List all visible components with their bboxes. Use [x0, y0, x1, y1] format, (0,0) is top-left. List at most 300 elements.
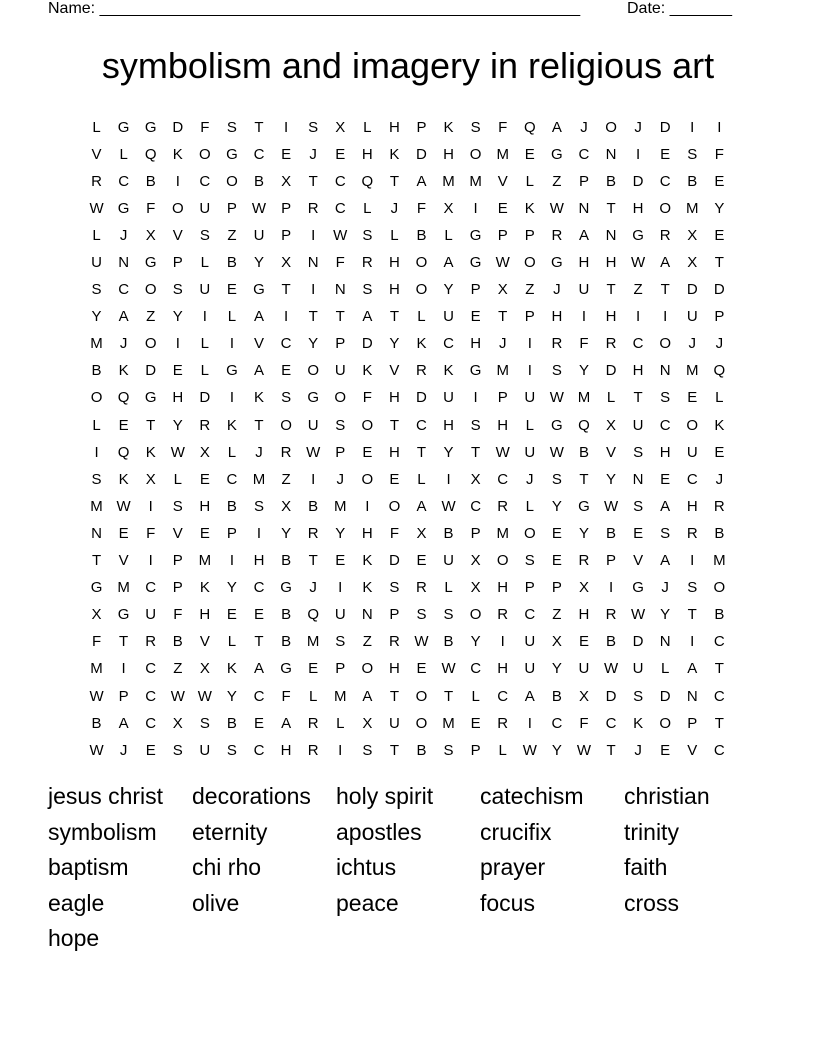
grid-letter: K: [362, 362, 373, 380]
grid-letter: D: [659, 687, 671, 705]
grid-letter: E: [226, 281, 237, 299]
grid-letter: Z: [146, 308, 156, 326]
grid-letter: E: [687, 389, 698, 407]
grid-letter: H: [388, 389, 400, 407]
grid-row: [83, 656, 733, 683]
grid-letter: R: [307, 524, 319, 542]
grid-letter: X: [470, 470, 481, 488]
grid-letter: U: [524, 389, 536, 407]
grid-letter: I: [311, 226, 316, 244]
grid-letter: F: [146, 524, 156, 542]
grid-letter: H: [388, 660, 400, 678]
grid-letter: E: [308, 660, 319, 678]
grid-letter: M: [333, 687, 347, 705]
grid-letter: T: [389, 172, 399, 190]
grid-letter: O: [713, 579, 726, 597]
grid-letter: S: [660, 389, 671, 407]
grid-letter: L: [525, 172, 534, 190]
grid-letter: U: [578, 660, 590, 678]
grid-letter: V: [633, 552, 644, 570]
grid-letter: R: [388, 633, 400, 651]
grid-letter: V: [687, 741, 698, 759]
grid-letter: I: [121, 660, 126, 678]
grid-letter: J: [634, 118, 642, 136]
grid-letter: O: [415, 687, 428, 705]
grid-letter: I: [311, 281, 316, 299]
grid-letter: A: [281, 714, 292, 732]
grid-letter: C: [551, 714, 563, 732]
grid-letter: L: [606, 389, 616, 407]
grid-letter: H: [497, 579, 509, 597]
grid-letter: T: [119, 633, 129, 651]
grid-letter: B: [254, 172, 265, 190]
grid-letter: W: [170, 687, 185, 705]
grid-letter: R: [280, 443, 292, 461]
grid-letter: U: [334, 362, 346, 380]
grid-letter: O: [415, 714, 428, 732]
grid-letter: D: [605, 687, 617, 705]
grid-letter: V: [172, 226, 183, 244]
grid-letter: O: [415, 281, 428, 299]
grid-letter: C: [253, 579, 265, 597]
grid-letter: Q: [144, 145, 157, 163]
grid-letter: L: [525, 416, 534, 434]
grid-letter: J: [526, 470, 534, 488]
grid-letter: W: [549, 389, 564, 407]
grid-letter: T: [606, 281, 616, 299]
grid-letter: V: [254, 335, 265, 353]
grid-letter: L: [227, 443, 237, 461]
grid-letter: H: [199, 497, 211, 515]
grid-letter: W: [576, 741, 592, 759]
grid-letter: X: [687, 226, 698, 244]
grid-letter: F: [579, 335, 589, 353]
grid-letter: O: [523, 254, 536, 272]
grid-letter: A: [551, 118, 562, 136]
grid-row: [83, 575, 733, 602]
grid-letter: U: [686, 308, 698, 326]
grid-letter: R: [605, 606, 617, 624]
grid-letter: R: [659, 226, 671, 244]
grid-letter: I: [148, 497, 153, 515]
grid-letter: C: [253, 145, 265, 163]
grid-letter: S: [470, 416, 481, 434]
grid-letter: N: [578, 199, 590, 217]
grid-letter: H: [253, 552, 265, 570]
grid-letter: P: [606, 552, 617, 570]
grid-letter: G: [469, 362, 482, 380]
grid-letter: U: [443, 389, 454, 407]
grid-letter: M: [252, 470, 266, 488]
grid-letter: C: [605, 714, 617, 732]
grid-letter: E: [524, 145, 535, 163]
grid-letter: R: [307, 714, 319, 732]
grid-letter: P: [172, 254, 183, 272]
grid-letter: E: [470, 308, 481, 326]
grid-letter: W: [441, 497, 456, 515]
grid-letter: K: [524, 199, 535, 217]
grid-row: [83, 277, 733, 304]
grid-letter: Z: [633, 281, 643, 299]
grid-letter: S: [91, 281, 102, 299]
grid-letter: R: [307, 741, 319, 759]
grid-letter: Y: [470, 633, 481, 651]
grid-letter: W: [631, 254, 646, 272]
grid-letter: J: [255, 443, 263, 461]
grid-letter: C: [524, 606, 536, 624]
grid-letter: O: [605, 118, 617, 136]
grid-letter: P: [389, 606, 400, 624]
grid-letter: P: [497, 226, 508, 244]
grid-letter: P: [226, 524, 237, 542]
grid-letter: U: [524, 660, 536, 678]
grid-letter: D: [416, 389, 427, 407]
grid-letter: E: [172, 362, 183, 380]
grid-letter: P: [497, 389, 508, 407]
grid-letter: L: [363, 118, 372, 136]
grid-letter: X: [416, 524, 427, 542]
grid-letter: W: [89, 687, 104, 705]
grid-letter: D: [361, 335, 373, 353]
grid-letter: S: [524, 552, 535, 570]
grid-letter: C: [226, 470, 238, 488]
word-bank-item: baptism: [48, 854, 129, 880]
grid-letter: E: [660, 741, 671, 759]
grid-letter: L: [308, 687, 318, 705]
grid-letter: R: [551, 335, 563, 353]
grid-letter: E: [226, 606, 237, 624]
grid-letter: X: [551, 633, 562, 651]
grid-letter: C: [497, 687, 509, 705]
word-bank: [48, 781, 768, 959]
grid-letter: X: [281, 172, 292, 190]
word-bank-item: prayer: [480, 854, 546, 880]
word-bank-item: trinity: [624, 818, 679, 845]
word-bank-item: hope: [48, 925, 100, 951]
grid-letter: X: [578, 579, 589, 597]
grid-letter: C: [253, 741, 265, 759]
grid-letter: L: [417, 308, 426, 326]
grid-letter: H: [199, 606, 211, 624]
grid-letter: F: [146, 199, 156, 217]
grid-letter: Y: [443, 443, 454, 461]
grid-letter: L: [200, 254, 210, 272]
grid-letter: E: [281, 145, 292, 163]
grid-letter: O: [686, 416, 699, 434]
grid-letter: Q: [578, 416, 590, 434]
grid-letter: B: [226, 254, 237, 272]
grid-letter: I: [94, 443, 99, 461]
grid-letter: H: [551, 308, 563, 326]
grid-letter: O: [659, 199, 672, 217]
grid-row: [83, 548, 733, 575]
grid-letter: C: [497, 470, 509, 488]
grid-row: [83, 222, 733, 249]
grid-letter: T: [687, 606, 697, 624]
grid-letter: J: [390, 199, 399, 217]
grid-letter: S: [551, 362, 562, 380]
grid-letter: U: [91, 254, 102, 272]
grid-letter: L: [173, 470, 182, 488]
grid-letter: B: [281, 633, 292, 651]
grid-row: [83, 520, 733, 547]
grid-letter: E: [551, 552, 562, 570]
grid-letter: Q: [713, 362, 726, 380]
grid-letter: N: [659, 633, 671, 651]
grid-letter: K: [145, 443, 156, 461]
grid-letter: I: [663, 308, 668, 326]
grid-letter: C: [713, 687, 725, 705]
grid-letter: I: [446, 470, 451, 488]
grid-letter: L: [471, 687, 480, 705]
grid-letter: M: [442, 172, 455, 190]
grid-letter: I: [311, 470, 316, 488]
grid-letter: J: [661, 579, 669, 597]
grid-letter: D: [416, 145, 427, 163]
grid-letter: B: [91, 714, 102, 732]
grid-letter: C: [470, 660, 482, 678]
grid-letter: S: [660, 524, 671, 542]
grid-letter: D: [172, 118, 184, 136]
grid-letter: W: [306, 443, 321, 461]
grid-letter: J: [688, 335, 696, 353]
grid-letter: A: [118, 308, 129, 326]
grid-letter: Y: [660, 606, 671, 624]
grid-letter: W: [116, 497, 131, 515]
grid-letter: E: [335, 145, 346, 163]
grid-letter: I: [608, 579, 614, 597]
grid-letter: I: [284, 118, 289, 136]
grid-row: [83, 114, 733, 141]
grid-letter: U: [145, 606, 157, 624]
grid-letter: V: [91, 145, 102, 163]
grid-letter: L: [363, 199, 372, 217]
grid-letter: Y: [443, 281, 454, 299]
grid-letter: G: [469, 254, 482, 272]
grid-letter: S: [362, 226, 373, 244]
grid-letter: T: [254, 633, 264, 651]
grid-letter: G: [551, 145, 563, 163]
grid-letter: M: [442, 714, 455, 732]
grid-letter: F: [579, 714, 589, 732]
grid-letter: K: [118, 470, 129, 488]
grid-letter: G: [90, 579, 103, 597]
grid-letter: C: [253, 687, 265, 705]
grid-letter: T: [714, 714, 724, 732]
grid-letter: S: [226, 741, 237, 759]
grid-letter: D: [632, 633, 644, 651]
grid-letter: L: [227, 633, 237, 651]
grid-row: [83, 331, 733, 358]
grid-row: [83, 385, 733, 412]
grid-letter: M: [198, 552, 212, 570]
grid-letter: S: [226, 118, 237, 136]
grid-row: [83, 141, 733, 168]
grid-letter: H: [686, 497, 698, 515]
grid-letter: A: [660, 254, 671, 272]
grid-row: [83, 195, 733, 222]
grid-letter: L: [92, 416, 101, 434]
grid-letter: V: [606, 443, 617, 461]
grid-letter: L: [200, 362, 210, 380]
grid-letter: E: [335, 552, 346, 570]
grid-letter: I: [365, 497, 370, 515]
grid-letter: L: [227, 308, 237, 326]
grid-letter: U: [199, 281, 211, 299]
grid-letter: X: [145, 226, 156, 244]
grid-letter: Q: [117, 443, 130, 461]
grid-row: [83, 466, 733, 493]
grid-letter: A: [687, 660, 698, 678]
grid-letter: C: [118, 172, 130, 190]
grid-letter: R: [497, 714, 509, 732]
grid-letter: I: [148, 552, 153, 570]
grid-letter: H: [632, 199, 644, 217]
grid-letter: B: [226, 714, 237, 732]
grid-letter: T: [389, 308, 399, 326]
grid-letter: O: [199, 145, 211, 163]
grid-letter: M: [90, 660, 103, 678]
grid-letter: L: [119, 145, 128, 163]
grid-letter: T: [335, 308, 345, 326]
grid-letter: K: [443, 118, 454, 136]
grid-letter: Y: [551, 497, 562, 515]
grid-letter: X: [606, 416, 617, 434]
grid-letter: J: [309, 145, 317, 163]
grid-letter: Z: [552, 606, 562, 624]
grid-letter: U: [253, 226, 265, 244]
grid-letter: C: [145, 714, 157, 732]
grid-letter: C: [334, 199, 346, 217]
grid-letter: E: [416, 552, 427, 570]
grid-letter: R: [307, 199, 319, 217]
grid-letter: S: [470, 118, 481, 136]
word-bank-item: focus: [480, 889, 535, 916]
grid-letter: I: [500, 633, 505, 651]
grid-letter: J: [715, 470, 724, 488]
grid-letter: A: [118, 714, 129, 732]
date-field-label: Date: _______: [627, 0, 732, 17]
grid-letter: F: [200, 118, 210, 136]
grid-letter: L: [390, 226, 399, 244]
grid-letter: I: [229, 335, 235, 353]
word-bank-item: crucifix: [480, 818, 552, 845]
word-bank-item: jesus christ: [48, 783, 164, 809]
grid-letter: I: [202, 308, 207, 326]
grid-letter: Z: [173, 660, 183, 678]
grid-letter: H: [280, 741, 292, 759]
grid-letter: J: [580, 118, 588, 136]
grid-letter: R: [551, 226, 563, 244]
grid-letter: J: [715, 335, 724, 353]
grid-letter: K: [416, 335, 427, 353]
grid-letter: S: [687, 145, 698, 163]
grid-letter: G: [226, 145, 238, 163]
grid-letter: U: [578, 281, 590, 299]
grid-letter: T: [308, 308, 318, 326]
grid-letter: L: [92, 118, 101, 136]
grid-letter: T: [254, 118, 264, 136]
grid-letter: T: [308, 172, 318, 190]
grid-letter: I: [175, 172, 180, 190]
word-bank-item: eagle: [48, 889, 105, 916]
grid-letter: B: [416, 226, 427, 244]
grid-letter: J: [336, 470, 344, 488]
grid-letter: T: [389, 687, 399, 705]
grid-letter: T: [389, 741, 399, 759]
grid-letter: C: [145, 660, 157, 678]
grid-letter: R: [145, 633, 157, 651]
grid-letter: V: [389, 362, 400, 380]
grid-letter: G: [280, 660, 292, 678]
grid-letter: O: [496, 552, 509, 570]
grid-letter: C: [659, 416, 671, 434]
grid-letter: M: [713, 552, 726, 570]
grid-letter: Q: [361, 172, 374, 190]
grid-letter: T: [714, 254, 724, 272]
grid-letter: S: [687, 579, 698, 597]
grid-letter: C: [686, 470, 698, 488]
grid-letter: B: [281, 606, 292, 624]
grid-letter: N: [605, 145, 617, 163]
grid-letter: X: [470, 579, 481, 597]
grid-letter: V: [199, 633, 210, 651]
grid-letter: W: [549, 443, 564, 461]
grid-letter: I: [473, 199, 478, 217]
grid-letter: N: [659, 362, 671, 380]
grid-letter: W: [251, 199, 267, 217]
grid-letter: F: [281, 687, 291, 705]
grid-letter: E: [254, 606, 265, 624]
grid-letter: N: [118, 254, 130, 272]
grid-letter: G: [632, 579, 644, 597]
grid-letter: C: [443, 335, 454, 353]
grid-letter: V: [172, 524, 183, 542]
grid-letter: G: [144, 389, 157, 407]
grid-letter: U: [307, 416, 319, 434]
grid-letter: I: [690, 633, 695, 651]
grid-letter: E: [578, 633, 589, 651]
grid-letter: A: [416, 172, 427, 190]
grid-letter: L: [200, 335, 210, 353]
grid-letter: U: [199, 199, 211, 217]
grid-letter: C: [280, 335, 292, 353]
grid-letter: P: [714, 308, 725, 326]
grid-letter: H: [361, 145, 373, 163]
grid-letter: Y: [172, 308, 183, 326]
grid-letter: R: [199, 416, 211, 434]
grid-letter: T: [443, 687, 454, 705]
grid-letter: I: [581, 308, 587, 326]
grid-letter: D: [605, 362, 617, 380]
grid-letter: R: [91, 172, 102, 190]
grid-letter: P: [524, 579, 535, 597]
grid-letter: E: [470, 714, 481, 732]
grid-letter: I: [636, 308, 641, 326]
grid-letter: W: [89, 199, 104, 217]
grid-letter: B: [714, 606, 725, 624]
grid-letter: O: [144, 281, 157, 299]
grid-letter: B: [226, 497, 237, 515]
grid-letter: G: [144, 254, 157, 272]
grid-letter: H: [497, 660, 509, 678]
grid-letter: P: [524, 308, 535, 326]
word-bank-item: symbolism: [48, 818, 157, 845]
grid-letter: W: [170, 443, 185, 461]
grid-letter: B: [606, 633, 617, 651]
grid-letter: K: [199, 579, 210, 597]
grid-letter: G: [632, 226, 644, 244]
